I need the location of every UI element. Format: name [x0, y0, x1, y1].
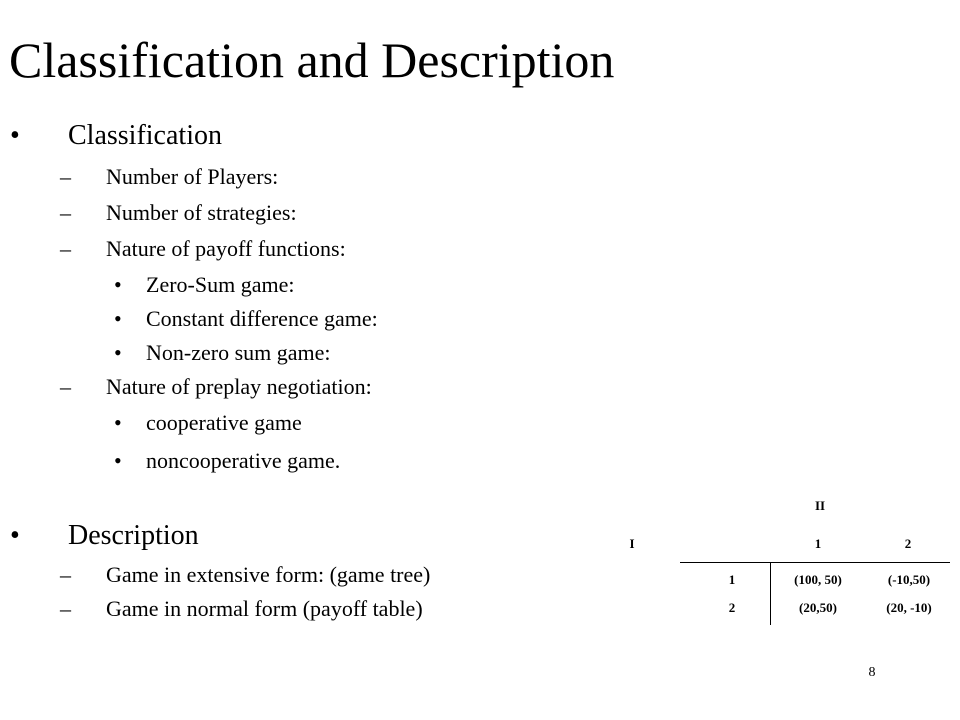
table-header-divider: [680, 562, 950, 563]
column-header: 1: [814, 536, 822, 551]
bullet-icon: •: [114, 340, 122, 365]
slide-title: Classification and Description: [9, 32, 615, 88]
bullet-icon: •: [114, 306, 122, 331]
table-cell: (-10,50): [887, 572, 931, 587]
dash-icon: –: [60, 374, 71, 399]
bullet-icon: •: [114, 272, 122, 297]
table-cell: (100, 50): [794, 572, 842, 587]
dash-icon: –: [60, 236, 71, 261]
row-player-label: I: [629, 536, 635, 551]
table-row-divider: [770, 563, 771, 625]
sub-list-item-text: Zero-Sum game:: [146, 272, 295, 297]
sub-list-item-text: Non-zero sum game:: [146, 340, 331, 365]
bullet-icon: •: [10, 120, 20, 151]
list-item-text: Nature of payoff functions:: [106, 236, 346, 261]
bullet-icon: •: [114, 410, 122, 435]
sub-list-item-text: cooperative game: [146, 410, 302, 435]
sub-list-item-text: Constant difference game:: [146, 306, 378, 331]
column-player-label: II: [814, 498, 826, 513]
section-heading: Description: [68, 520, 199, 551]
bullet-icon: •: [10, 520, 20, 551]
sub-list-item-text: noncooperative game.: [146, 448, 341, 473]
page-number: 8: [868, 665, 876, 680]
column-header: 2: [904, 536, 912, 551]
list-item-text: Nature of preplay negotiation:: [106, 374, 372, 399]
row-header: 1: [728, 572, 736, 587]
dash-icon: –: [60, 562, 71, 587]
table-cell: (20,50): [799, 600, 837, 615]
dash-icon: –: [60, 200, 71, 225]
dash-icon: –: [60, 596, 71, 621]
row-header: 2: [728, 600, 736, 615]
table-cell: (20, -10): [886, 600, 932, 615]
list-item-text: Number of strategies:: [106, 200, 297, 225]
list-item-text: Number of Players:: [106, 164, 279, 189]
list-item-text: Game in extensive form: (game tree): [106, 562, 431, 587]
list-item-text: Game in normal form (payoff table): [106, 596, 423, 621]
section-heading: Classification: [68, 120, 222, 151]
bullet-icon: •: [114, 448, 122, 473]
dash-icon: –: [60, 164, 71, 189]
